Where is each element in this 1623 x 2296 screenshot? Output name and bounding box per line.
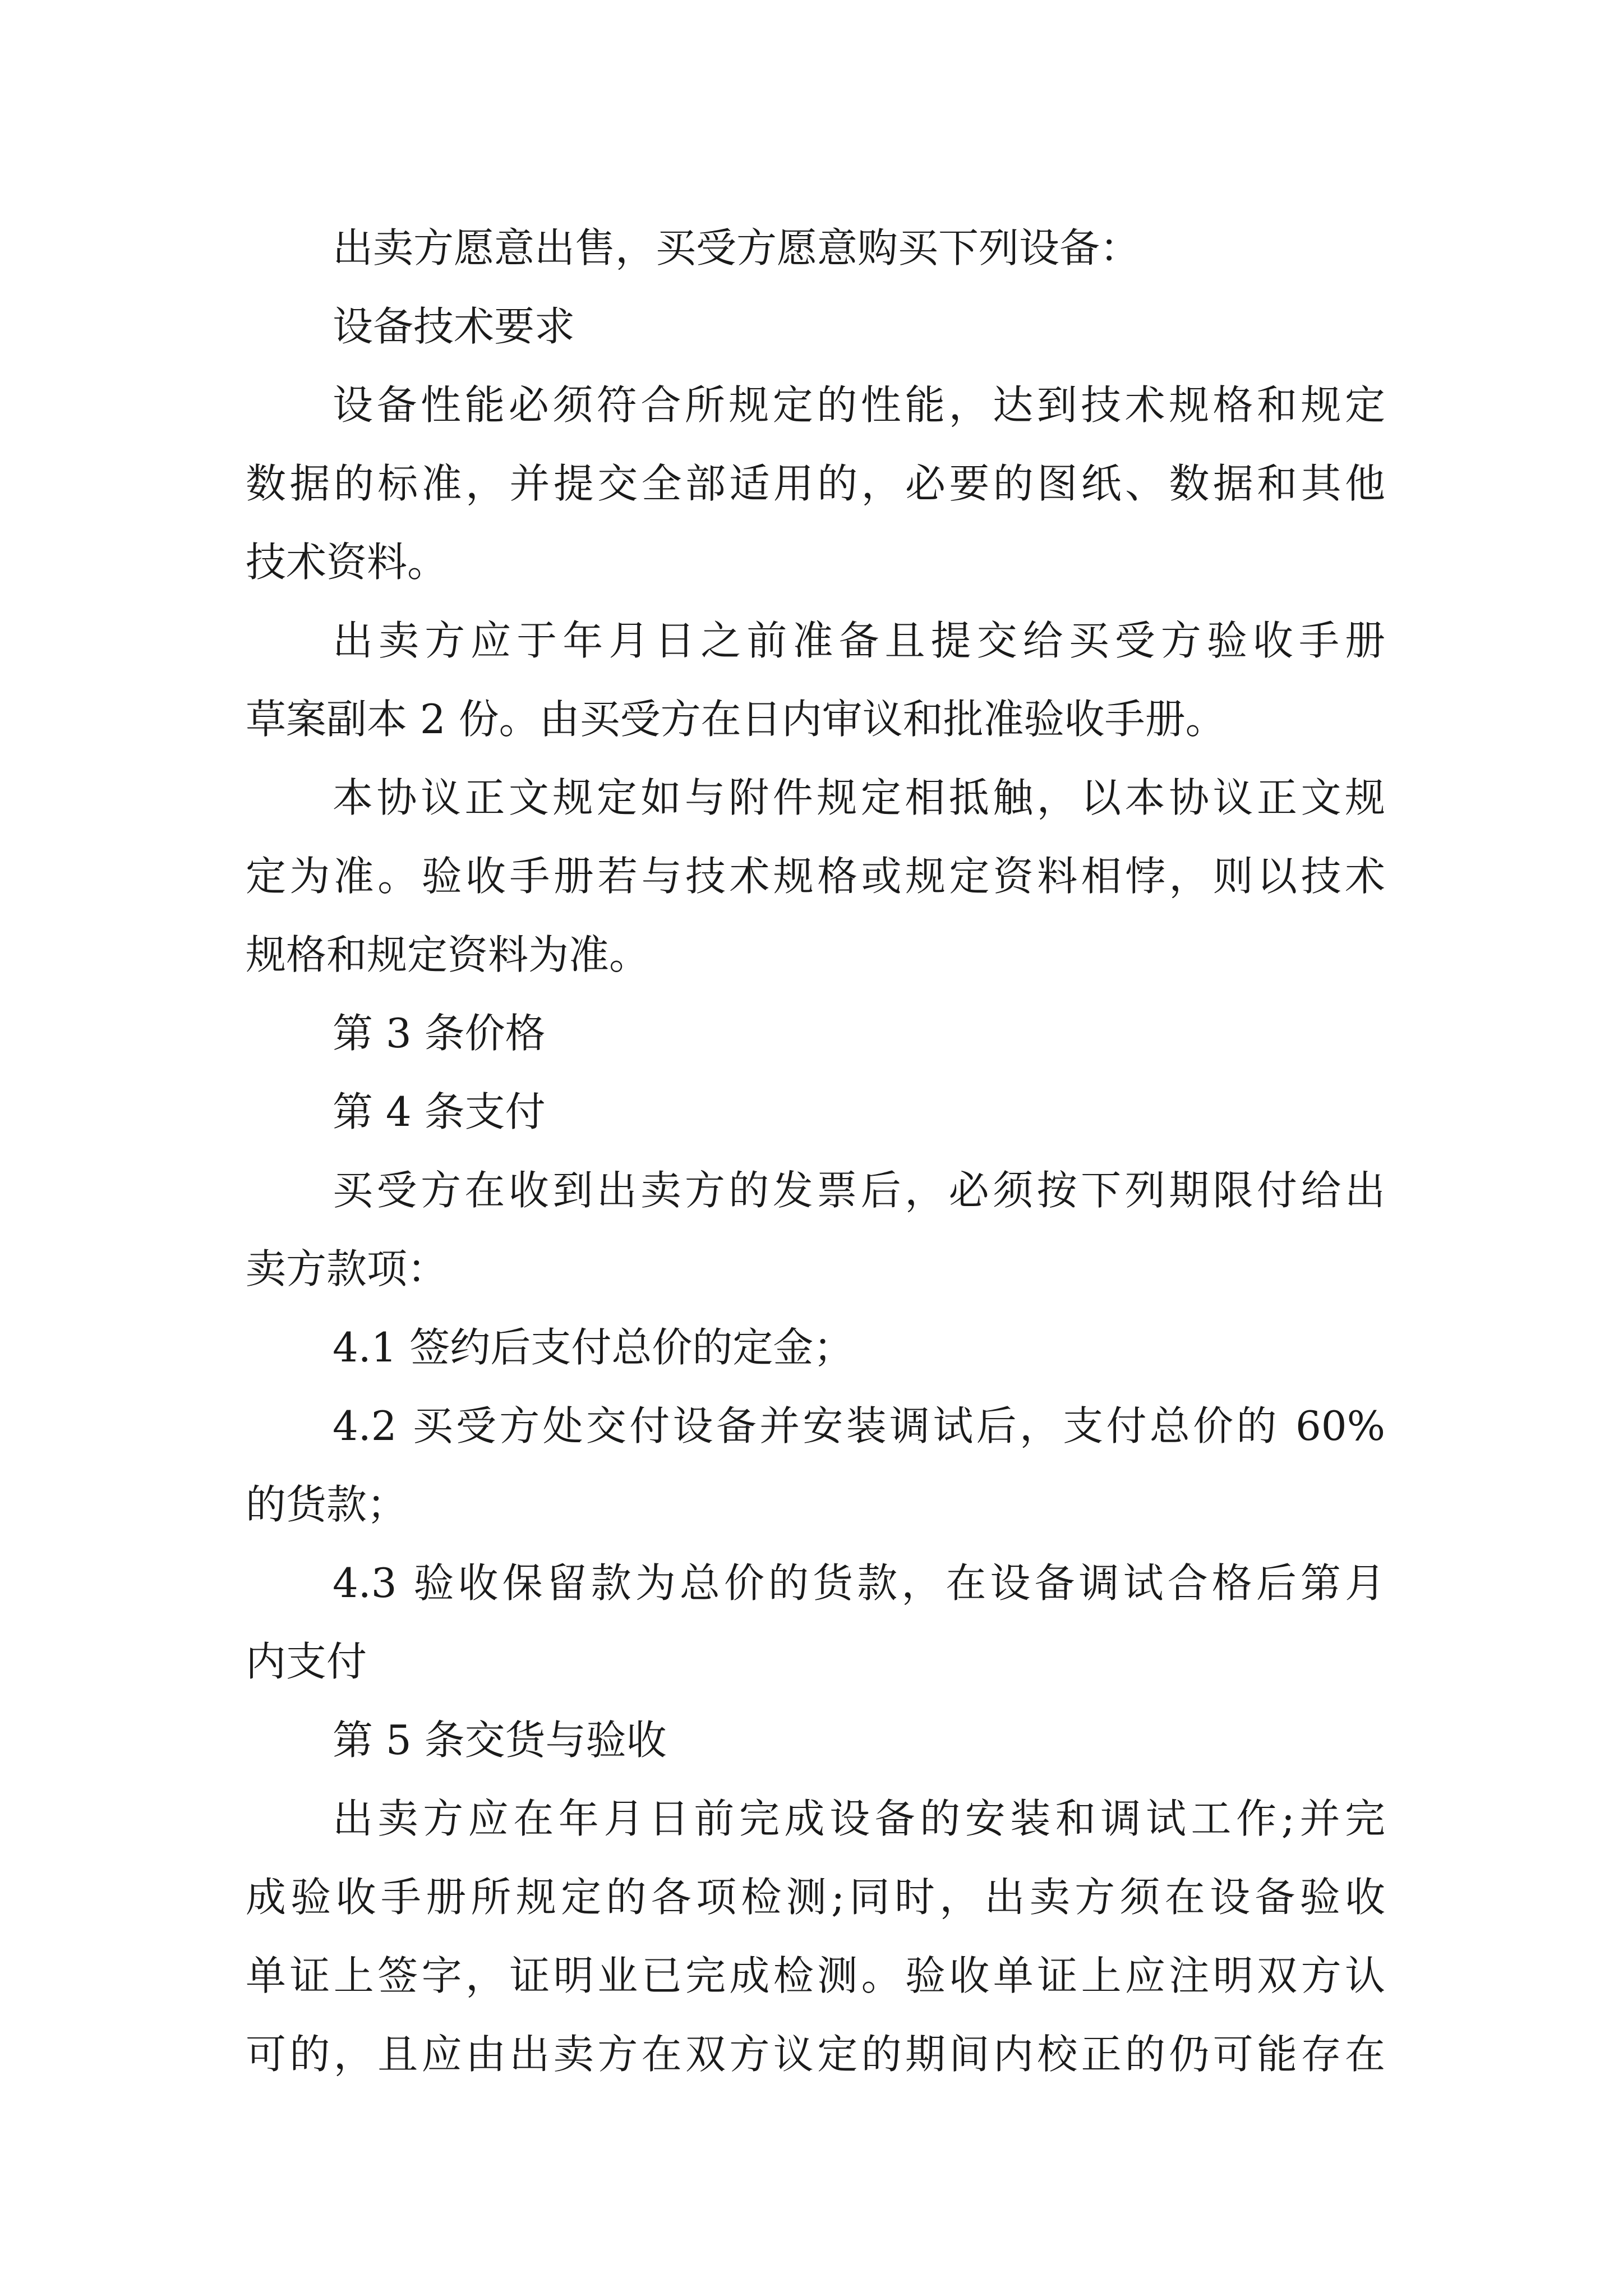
article-heading: 第 4 条支付 bbox=[333, 1088, 546, 1135]
paragraph-line: 规格和规定资料为准。 bbox=[246, 931, 650, 978]
clause-line: 4.2 买受方处交付设备并安装调试后，支付总价的 60% bbox=[333, 1402, 1385, 1450]
clause-line: 的货款； bbox=[246, 1481, 408, 1528]
paragraph-line: 数据的标准，并提交全部适用的，必要的图纸、数据和其他 bbox=[246, 460, 1385, 507]
paragraph-line: 技术资料。 bbox=[246, 539, 448, 586]
section-heading: 设备技术要求 bbox=[333, 303, 575, 350]
paragraph-line: 成验收手册所规定的各项检测;同时，出卖方须在设备验收 bbox=[246, 1874, 1385, 1921]
paragraph-line: 定为准。验收手册若与技术规格或规定资料相悖，则以技术 bbox=[246, 853, 1385, 900]
article-heading: 第 5 条交货与验收 bbox=[333, 1717, 667, 1764]
clause-line: 4.1 签约后支付总价的定金； bbox=[333, 1324, 854, 1371]
paragraph-line: 单证上签字，证明业已完成检测。验收单证上应注明双方认 bbox=[246, 1952, 1385, 1999]
paragraph-line: 出卖方愿意出售，买受方愿意购买下列设备： bbox=[333, 224, 1141, 272]
paragraph-line: 买受方在收到出卖方的发票后，必须按下列期限付给出 bbox=[333, 1167, 1385, 1214]
document-body bbox=[246, 209, 1385, 2093]
paragraph-line: 出卖方应于年月日之前准备且提交给买受方验收手册 bbox=[333, 617, 1385, 664]
paragraph-line: 设备性能必须符合所规定的性能，达到技术规格和规定 bbox=[333, 381, 1385, 429]
paragraph-line: 草案副本 2 份。由买受方在日内审议和批准验收手册。 bbox=[246, 696, 1226, 743]
article-heading: 第 3 条价格 bbox=[333, 1010, 546, 1057]
clause-line: 内支付 bbox=[246, 1638, 367, 1685]
clause-line: 4.3 验收保留款为总价的货款，在设备调试合格后第月 bbox=[333, 1559, 1385, 1607]
paragraph-line: 本协议正文规定如与附件规定相抵触，以本协议正文规 bbox=[333, 774, 1385, 821]
paragraph-line: 卖方款项： bbox=[246, 1245, 448, 1292]
paragraph-line: 出卖方应在年月日前完成设备的安装和调试工作;并完 bbox=[333, 1795, 1385, 1842]
paragraph-line: 可的，且应由出卖方在双方议定的期间内校正的仍可能存在 bbox=[246, 2031, 1385, 2078]
